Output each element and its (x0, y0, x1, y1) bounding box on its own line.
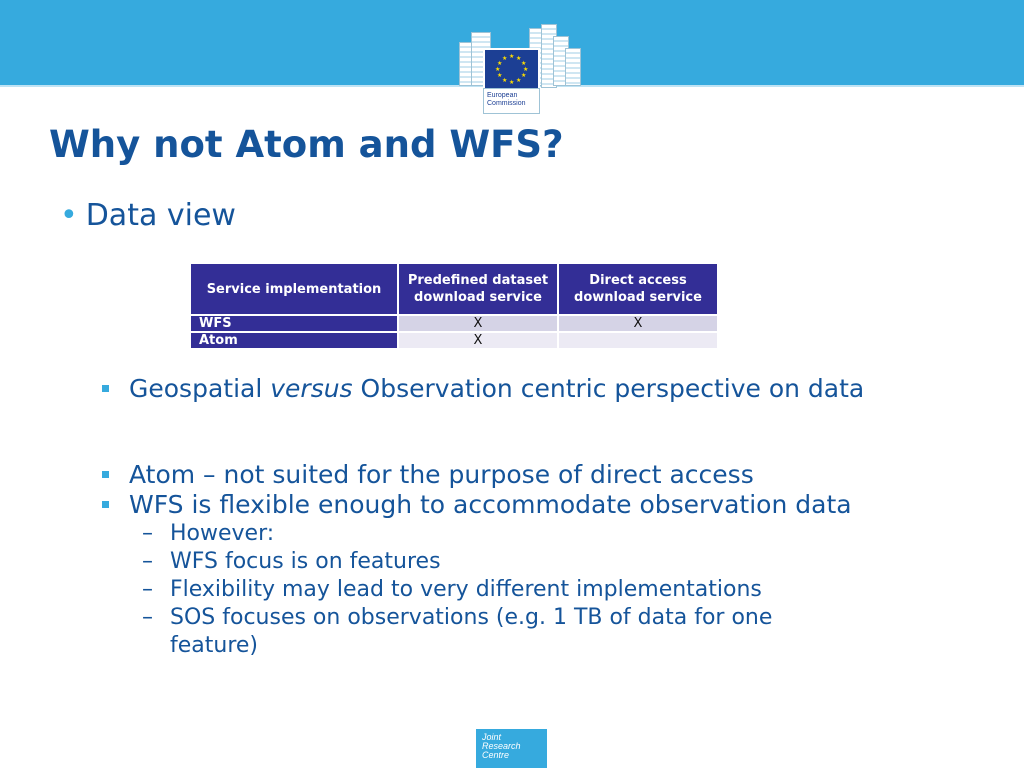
square-bullet-icon (102, 501, 109, 508)
dash-bullet-icon: – (142, 605, 153, 630)
table-header-cell: Service implementation (190, 263, 398, 315)
table-cell: X (398, 332, 558, 349)
square-bullet-icon (102, 385, 109, 392)
point-text-emphasis: versus (270, 374, 353, 403)
bullet-dot-icon: • (60, 198, 78, 233)
table-header-cell: Direct access download service (558, 263, 718, 315)
table-cell: X (558, 315, 718, 332)
point-wfs: WFS is flexible enough to accommodate observation data (129, 490, 852, 519)
table-row (190, 332, 718, 349)
table-cell: X (398, 315, 558, 332)
dash-bullet-icon: – (142, 521, 153, 546)
slide-title: Why not Atom and WFS? (49, 123, 564, 166)
jrc-logo-line: Joint (482, 732, 502, 742)
sub-point-continuation: feature) (170, 633, 259, 658)
table-cell (558, 332, 718, 349)
jrc-logo-line: Centre (482, 750, 510, 760)
table-row-label: Atom (190, 332, 398, 349)
table-header-cell: Predefined dataset download service (398, 263, 558, 315)
dash-bullet-icon: – (142, 549, 153, 574)
point-text: Geospatial (129, 374, 271, 403)
sub-point: WFS focus is on features (170, 549, 441, 574)
sub-point: However: (170, 521, 275, 546)
sub-point: Flexibility may lead to very different implementations (170, 577, 762, 602)
logo-text-plate (483, 88, 540, 114)
european-commission-logo (455, 22, 585, 112)
jrc-logo (476, 729, 547, 768)
logo-line-1: European (487, 92, 518, 99)
square-bullet-icon (102, 471, 109, 478)
point-text: Observation centric perspective on data (352, 374, 865, 403)
point-geospatial (129, 374, 864, 404)
point-atom: Atom – not suited for the purpose of direct access (129, 460, 754, 489)
table-header-row (190, 263, 718, 315)
bullet-data-view (60, 196, 236, 236)
service-table (189, 262, 719, 350)
eu-flag-icon: ★ ★ ★ ★ ★ ★ ★ ★ ★ ★ ★ ★ (483, 48, 540, 92)
jrc-logo-line: Research (482, 741, 521, 751)
table-row (190, 315, 718, 332)
bullet-text: Data view (85, 198, 236, 233)
table-row-label: WFS (190, 315, 398, 332)
logo-line-2: Commission (487, 100, 526, 107)
sub-point: SOS focuses on observations (e.g. 1 TB of data for one (170, 605, 773, 630)
dash-bullet-icon: – (142, 577, 153, 602)
